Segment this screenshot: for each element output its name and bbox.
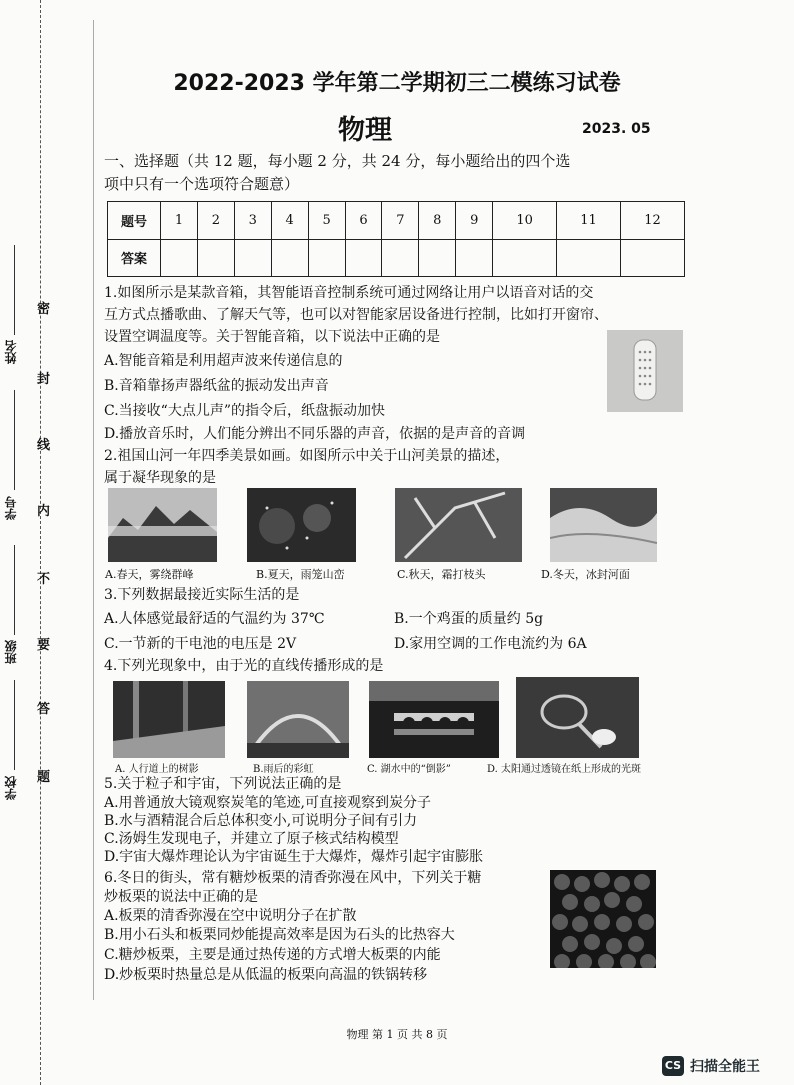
q3-option-c: C.一节新的干电池的电压是 2V [104,636,297,652]
answer-cell[interactable] [382,239,419,277]
answer-cell[interactable] [271,239,308,277]
q6-option-c: C.糖炒板栗，主要是通过热传递的方式增大板栗的内能 [104,947,441,963]
name-blank-line [14,245,15,335]
page-footer: 物理 第 1 页 共 8 页 [346,1028,448,1041]
answer-cell[interactable] [234,239,271,277]
q5-stem: 5.关于粒子和宇宙，下列说法正确的是 [104,776,342,792]
question-number-row [108,202,685,240]
answer-cell[interactable] [493,239,557,277]
question-number-cell: 8 [419,202,456,240]
question-number-cell: 10 [493,202,557,240]
q6-option-d: D.炒板栗时热量总是从低温的板栗向高温的铁锅转移 [104,967,428,983]
question-number-cell: 3 [234,202,271,240]
frozen-river-image [550,488,657,562]
question-number-header: 题号 [108,202,161,240]
seal-char: 线 [37,438,51,453]
school-label: 学校 [4,776,18,800]
q5-option-d: D.宇宙大爆炸理论认为宇宙诞生于大爆炸，爆炸引起宇宙膨胀 [104,849,484,865]
q3-option-d: D.家用空调的工作电流约为 6A [394,636,587,652]
answer-cell[interactable] [557,239,621,277]
frosted-branches-image [395,488,522,562]
camscanner-watermark: 扫描全能王 [690,1059,760,1075]
chestnuts-image [550,870,656,968]
q1-option-d: D.播放音乐时，人们能分辨出不同乐器的声音，依据的是声音的音调 [104,426,526,442]
q1-stem-line3: 设置空调温度等。关于智能音箱，以下说法中正确的是 [104,329,440,345]
q6-option-a: A.板栗的清香弥漫在空中说明分子在扩散 [104,908,357,924]
q5-option-b: B.水与酒精混合后总体积变小,可说明分子间有引力 [104,813,418,829]
rainy-mountains-image [247,488,356,562]
q2-caption-d: D.冬天，冰封河面 [541,568,630,581]
seal-char: 密 [37,302,51,317]
answer-cell[interactable] [419,239,456,277]
section-heading [104,150,704,196]
misty-peaks-image [108,488,217,562]
q3-stem: 3.下列数据最接近实际生活的是 [104,587,300,603]
q4-caption-c: C. 湖水中的“倒影” [367,764,451,775]
student-id-label: 学号 [4,496,18,520]
exam-date: 2023. 05 [582,121,651,137]
q4-caption-a: A. 人行道上的树影 [115,764,199,775]
tree-shadow-image [113,681,225,758]
q1-option-a: A.智能音箱是利用超声波来传递信息的 [104,353,343,369]
answer-cell[interactable] [197,239,234,277]
name-label: 姓名 [4,340,18,364]
q1-option-c: C.当接收“大点儿声”的指令后，纸盘振动加快 [104,403,385,419]
class-blank-line [14,545,15,635]
answer-cell[interactable] [161,239,198,277]
q2-caption-c: C.秋天，霜打枝头 [397,568,486,581]
subject-title: 物理 [338,115,392,146]
smart-speaker-image [607,330,683,412]
q2-caption-a: A.春天，雾绕群峰 [105,568,194,581]
section-heading-line1: 一、选择题（共 12 题，每小题 2 分，共 24 分，每小题给出的四个选 [104,152,571,170]
seal-char: 答 [37,702,51,717]
seal-char: 题 [37,770,51,785]
answer-row [108,239,685,277]
lake-reflection-image [369,681,499,758]
q4-caption-d: D. 太阳通过透镜在纸上形成的光斑 [487,764,642,775]
class-label: 班级 [4,640,18,664]
answer-header: 答案 [108,239,161,277]
seal-char: 内 [37,504,51,519]
question-number-cell: 7 [382,202,419,240]
q5-option-a: A.用普通放大镜观察炭笔的笔迹,可直接观察到炭分子 [104,795,432,811]
seal-char: 不 [37,572,51,587]
question-number-cell: 5 [308,202,345,240]
question-number-cell: 6 [345,202,382,240]
answer-cell[interactable] [308,239,345,277]
school-blank-line [14,680,15,770]
question-number-cell: 12 [621,202,685,240]
answer-table [107,201,685,277]
q3-option-b: B.一个鸡蛋的质量约 5g [394,611,544,627]
q5-option-c: C.汤姆生发现电子，并建立了原子核式结构模型 [104,831,399,847]
q3-option-a: A.人体感觉最舒适的气温约为 37℃ [104,611,325,627]
question-number-cell: 9 [456,202,493,240]
camscanner-logo: CS [662,1056,684,1076]
binding-solid-line [93,20,94,1000]
q1-stem-line2: 互方式点播歌曲、了解天气等，也可以对智能家居设备进行控制，比如打开窗帘、 [104,307,608,323]
q6-stem-line1: 6.冬日的街头，常有糖炒板栗的清香弥漫在风中，下列关于糖 [104,870,482,886]
question-number-cell: 2 [197,202,234,240]
q1-stem-line1: 1.如图所示是某款音箱，其智能语音控制系统可通过网络让用户以语音对话的交 [104,285,594,301]
answer-cell[interactable] [456,239,493,277]
answer-cell[interactable] [621,239,685,277]
seal-char: 封 [37,372,51,387]
q4-caption-b: B.雨后的彩虹 [253,764,314,775]
answer-cell[interactable] [345,239,382,277]
q1-option-b: B.音箱靠扬声器纸盆的振动发出声音 [104,378,329,394]
q2-stem-line1: 2.祖国山河一年四季美景如画。如图所示中关于山河美景的描述， [104,448,510,464]
exam-title: 2022-2023 学年第二学期初三二模练习试卷 [173,71,621,96]
student-id-blank-line [14,390,15,490]
question-number-cell: 11 [557,202,621,240]
seal-char: 要 [37,638,51,653]
q2-stem-line2: 属于凝华现象的是 [104,470,216,486]
q2-caption-b: B.夏天，雨笼山峦 [256,568,345,581]
q6-option-b: B.用小石头和板栗同炒能提高效率是因为石头的比热容大 [104,927,455,943]
q4-stem: 4.下列光现象中，由于光的直线传播形成的是 [104,658,384,674]
question-number-cell: 1 [161,202,198,240]
binding-dashed-line [40,0,41,1085]
question-number-cell: 4 [271,202,308,240]
q6-stem-line2: 炒板栗的说法中正确的是 [104,889,258,905]
rainbow-image [247,681,349,758]
lens-light-spot-image [516,677,639,758]
section-heading-line2: 项中只有一个选项符合题意） [104,175,300,193]
